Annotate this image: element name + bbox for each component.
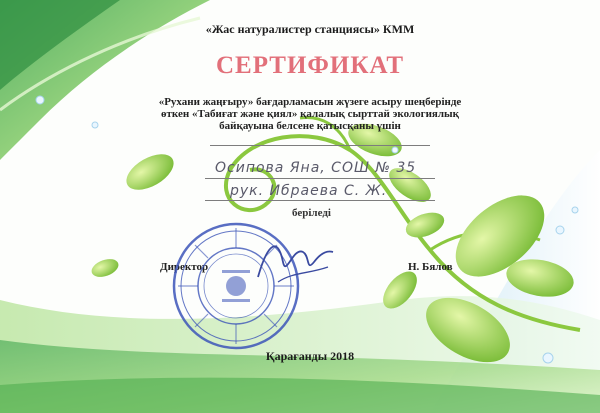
signer-name: Н. Бялов — [408, 261, 453, 273]
leaf — [402, 208, 447, 242]
separator-line — [210, 145, 430, 146]
signature — [248, 232, 338, 292]
description-line: өткен «Табиғат және қиял» қалалық сырттай экологиялық — [161, 108, 459, 120]
recipient-line — [205, 178, 435, 179]
leaf — [120, 147, 179, 197]
director-label: Директор — [160, 261, 209, 273]
recipient-name: Осипова Яна, СОШ № 35 — [215, 160, 417, 176]
certificate-description — [120, 96, 500, 132]
description-line: «Рухани жаңғыру» бағдарламасын жүзеге асыру шеңберінде — [158, 96, 462, 108]
description-line: байқауына белсене қатысқаны үшін — [219, 120, 401, 132]
leaf — [89, 256, 121, 281]
city-year: Қарағанды 2018 — [265, 349, 355, 363]
supervisor-line — [205, 200, 435, 201]
given-label: беріледі — [292, 207, 331, 219]
supervisor-name: рук. Ибраева С. Ж. — [230, 183, 388, 199]
organization-name: «Жас натуралистер станциясы» КММ — [205, 22, 415, 36]
certificate-title: СЕРТИФИКАТ — [215, 52, 404, 79]
